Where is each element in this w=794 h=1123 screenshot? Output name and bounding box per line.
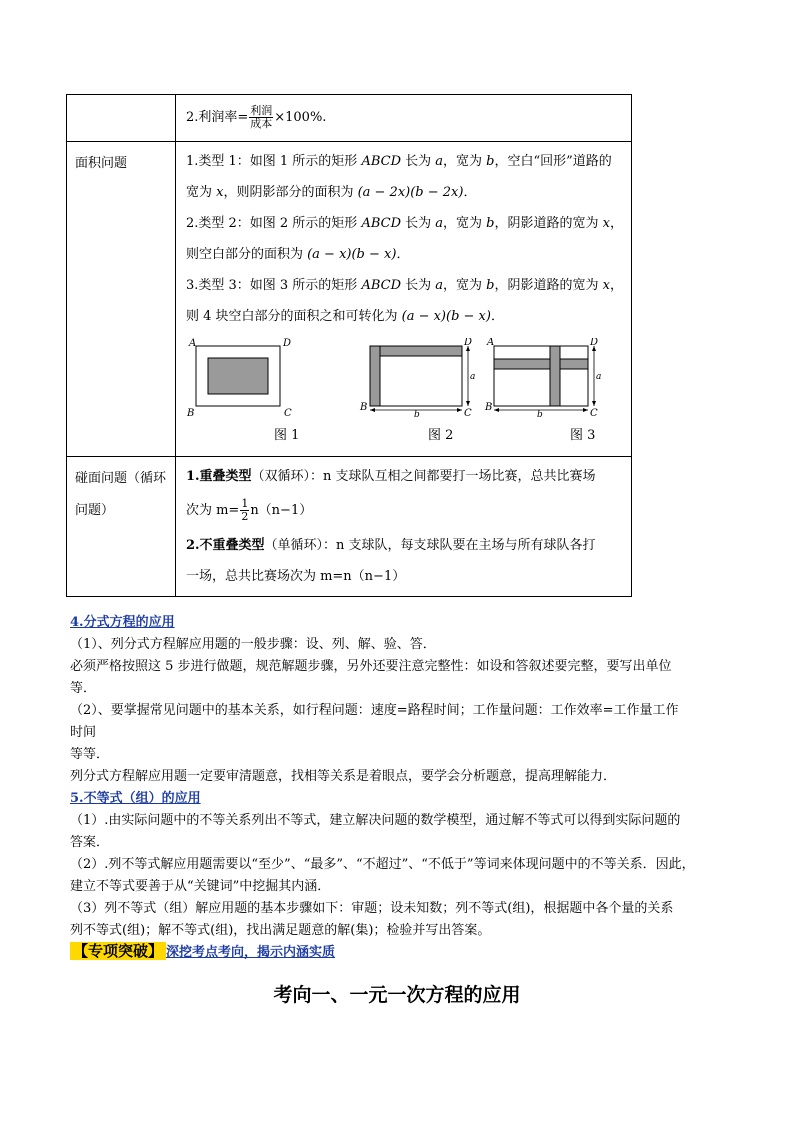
fig1-label-C: C: [283, 408, 292, 418]
section-5-line: 列不等式(组)；解不等式(组)，找出满足题意的解(集)；检验并写出答案。: [70, 923, 491, 938]
table-row: [67, 457, 632, 597]
match-type1-line2: 次为 m= $\frac{1}{2}$ n（n−1）: [185, 497, 313, 523]
fig3-label-a: a: [595, 372, 602, 382]
fig2-label-b: b: [413, 410, 420, 418]
fig1-label-B: B: [186, 408, 195, 418]
fig3-label-A: A: [486, 338, 495, 348]
area-type3-line1: 3.类型 3：如图 3 所示的矩形 ABCD 长为 a，宽为 b，阴影道路的宽为 x，: [185, 278, 623, 293]
section-4-line: 等等．: [70, 747, 110, 762]
section-4-line: 列分式方程解应用题一定要审清题意，找相等关系是着眼点，要学会分析题意，提高理解能力．: [70, 769, 617, 784]
area-type3-line2: 则 4 块空白部分的面积之和可转化为 (a − x)(b − x)．: [185, 309, 504, 324]
fig2-label-B: B: [359, 402, 368, 413]
section-4-title: 4.分式方程的应用: [70, 615, 175, 630]
special-tag: 【专项突破】: [70, 942, 166, 960]
section-4-line: （2）、要掌握常见问题中的基本关系，如行程问题：速度=路程时间；工作量问题：工作效率=工作量工作: [70, 703, 679, 718]
section-5-line: 答案．: [70, 835, 110, 850]
figure-2: [358, 338, 478, 418]
section-inequality: [70, 788, 730, 942]
fig3-label-D: D: [589, 338, 598, 348]
fig3-label-C: C: [589, 408, 598, 418]
section-5-title: 5.不等式（组）的应用: [70, 791, 201, 806]
caption-figure-3: 图 3: [569, 428, 596, 443]
area-type1-line1: 1.类型 1：如图 1 所示的矩形 ABCD 长为 a，宽为 b，空白“回形”道路的: [185, 154, 612, 169]
section-4-line: 等．: [70, 681, 97, 696]
special-desc: 深挖考点考向，揭示内涵实质: [166, 945, 336, 960]
row-label-area: 面积问题: [67, 142, 176, 457]
match-type2-line1: 2.不重叠类型（单循环）：n 支球队，每支球队要在主场与所有球队各打: [185, 538, 596, 553]
fig1-label-A: A: [188, 338, 197, 349]
table-cell-empty: [67, 95, 176, 142]
section-5-line: （1）.由实际问题中的不等关系列出不等式，建立解决问题的数学模型，通过解不等式可以得到实际问题的: [70, 813, 681, 828]
match-type1-line1: 1.重叠类型（双循环）：n 支球队互相之间都要打一场比赛，总共比赛场: [185, 469, 596, 484]
row-label-match: 碰面问题（循环 问题）: [67, 457, 176, 597]
section-4-line: （1）、列分式方程解应用题的一般步骤：设、列、解、验、答．: [70, 637, 436, 652]
area-figures: [186, 332, 623, 452]
section-5-line: （3）列不等式（组）解应用题的基本步骤如下：审题；设未知数；列不等式(组)，根据题中各个量的关系: [70, 901, 674, 916]
section-5-line: 建立不等式要善于从“关键词”中挖掘其内涵．: [70, 879, 331, 894]
table-row: [67, 95, 632, 142]
area-type2-line2: 则空白部分的面积为 (a − x)(b − x)．: [185, 247, 410, 262]
profit-rate-line: 2.利润率= $\frac{\text{利润}}{\text{成本}}$ ×100%.: [185, 104, 327, 130]
fig2-label-D: D: [463, 338, 472, 348]
caption-figure-1: 图 1: [273, 428, 300, 443]
figure-1: [186, 338, 306, 418]
table-cell: [175, 457, 631, 597]
special-breakthrough: [70, 940, 730, 964]
fig3-label-B: B: [484, 402, 493, 413]
table-row: [67, 142, 632, 457]
fraction: $\frac{1}{2}$: [241, 497, 249, 523]
table-cell: [175, 95, 631, 142]
caption-figure-2: 图 2: [427, 428, 454, 443]
fig2-label-C: C: [463, 408, 472, 418]
page-heading: 考向一、一元一次方程的应用: [273, 984, 521, 1006]
match-type2-line2: 一场，总共比赛场次为 m=n（n−1）: [185, 569, 406, 584]
section-5-line: （2）.列不等式解应用题需要以“至少”、“最多”、“不超过”、“不低于”等词来体现问题中的不等关系．因此，: [70, 857, 695, 872]
section-4-line: 必须严格按照这 5 步进行做题，规范解题步骤，另外还要注意完整性：如设和答叙述要完整，要写出单位: [70, 659, 672, 674]
knowledge-table: [66, 94, 632, 597]
section-fractional-equation: [70, 612, 730, 788]
fraction: $\frac{\text{利润}}{\text{成本}}$: [250, 104, 273, 130]
fig3-label-b: b: [536, 410, 543, 418]
section-4-line: 时间: [70, 725, 97, 740]
area-type1-line2: 宽为 x，则阴影部分的面积为 (a − 2x)(b − 2x)．: [185, 185, 477, 200]
area-type2-line1: 2.类型 2：如图 2 所示的矩形 ABCD 长为 a，宽为 b，阴影道路的宽为 x，: [185, 216, 623, 231]
figure-3: [484, 338, 614, 418]
table-cell: [175, 142, 631, 457]
fig2-label-a: a: [469, 372, 476, 382]
fig1-label-D: D: [282, 338, 291, 349]
